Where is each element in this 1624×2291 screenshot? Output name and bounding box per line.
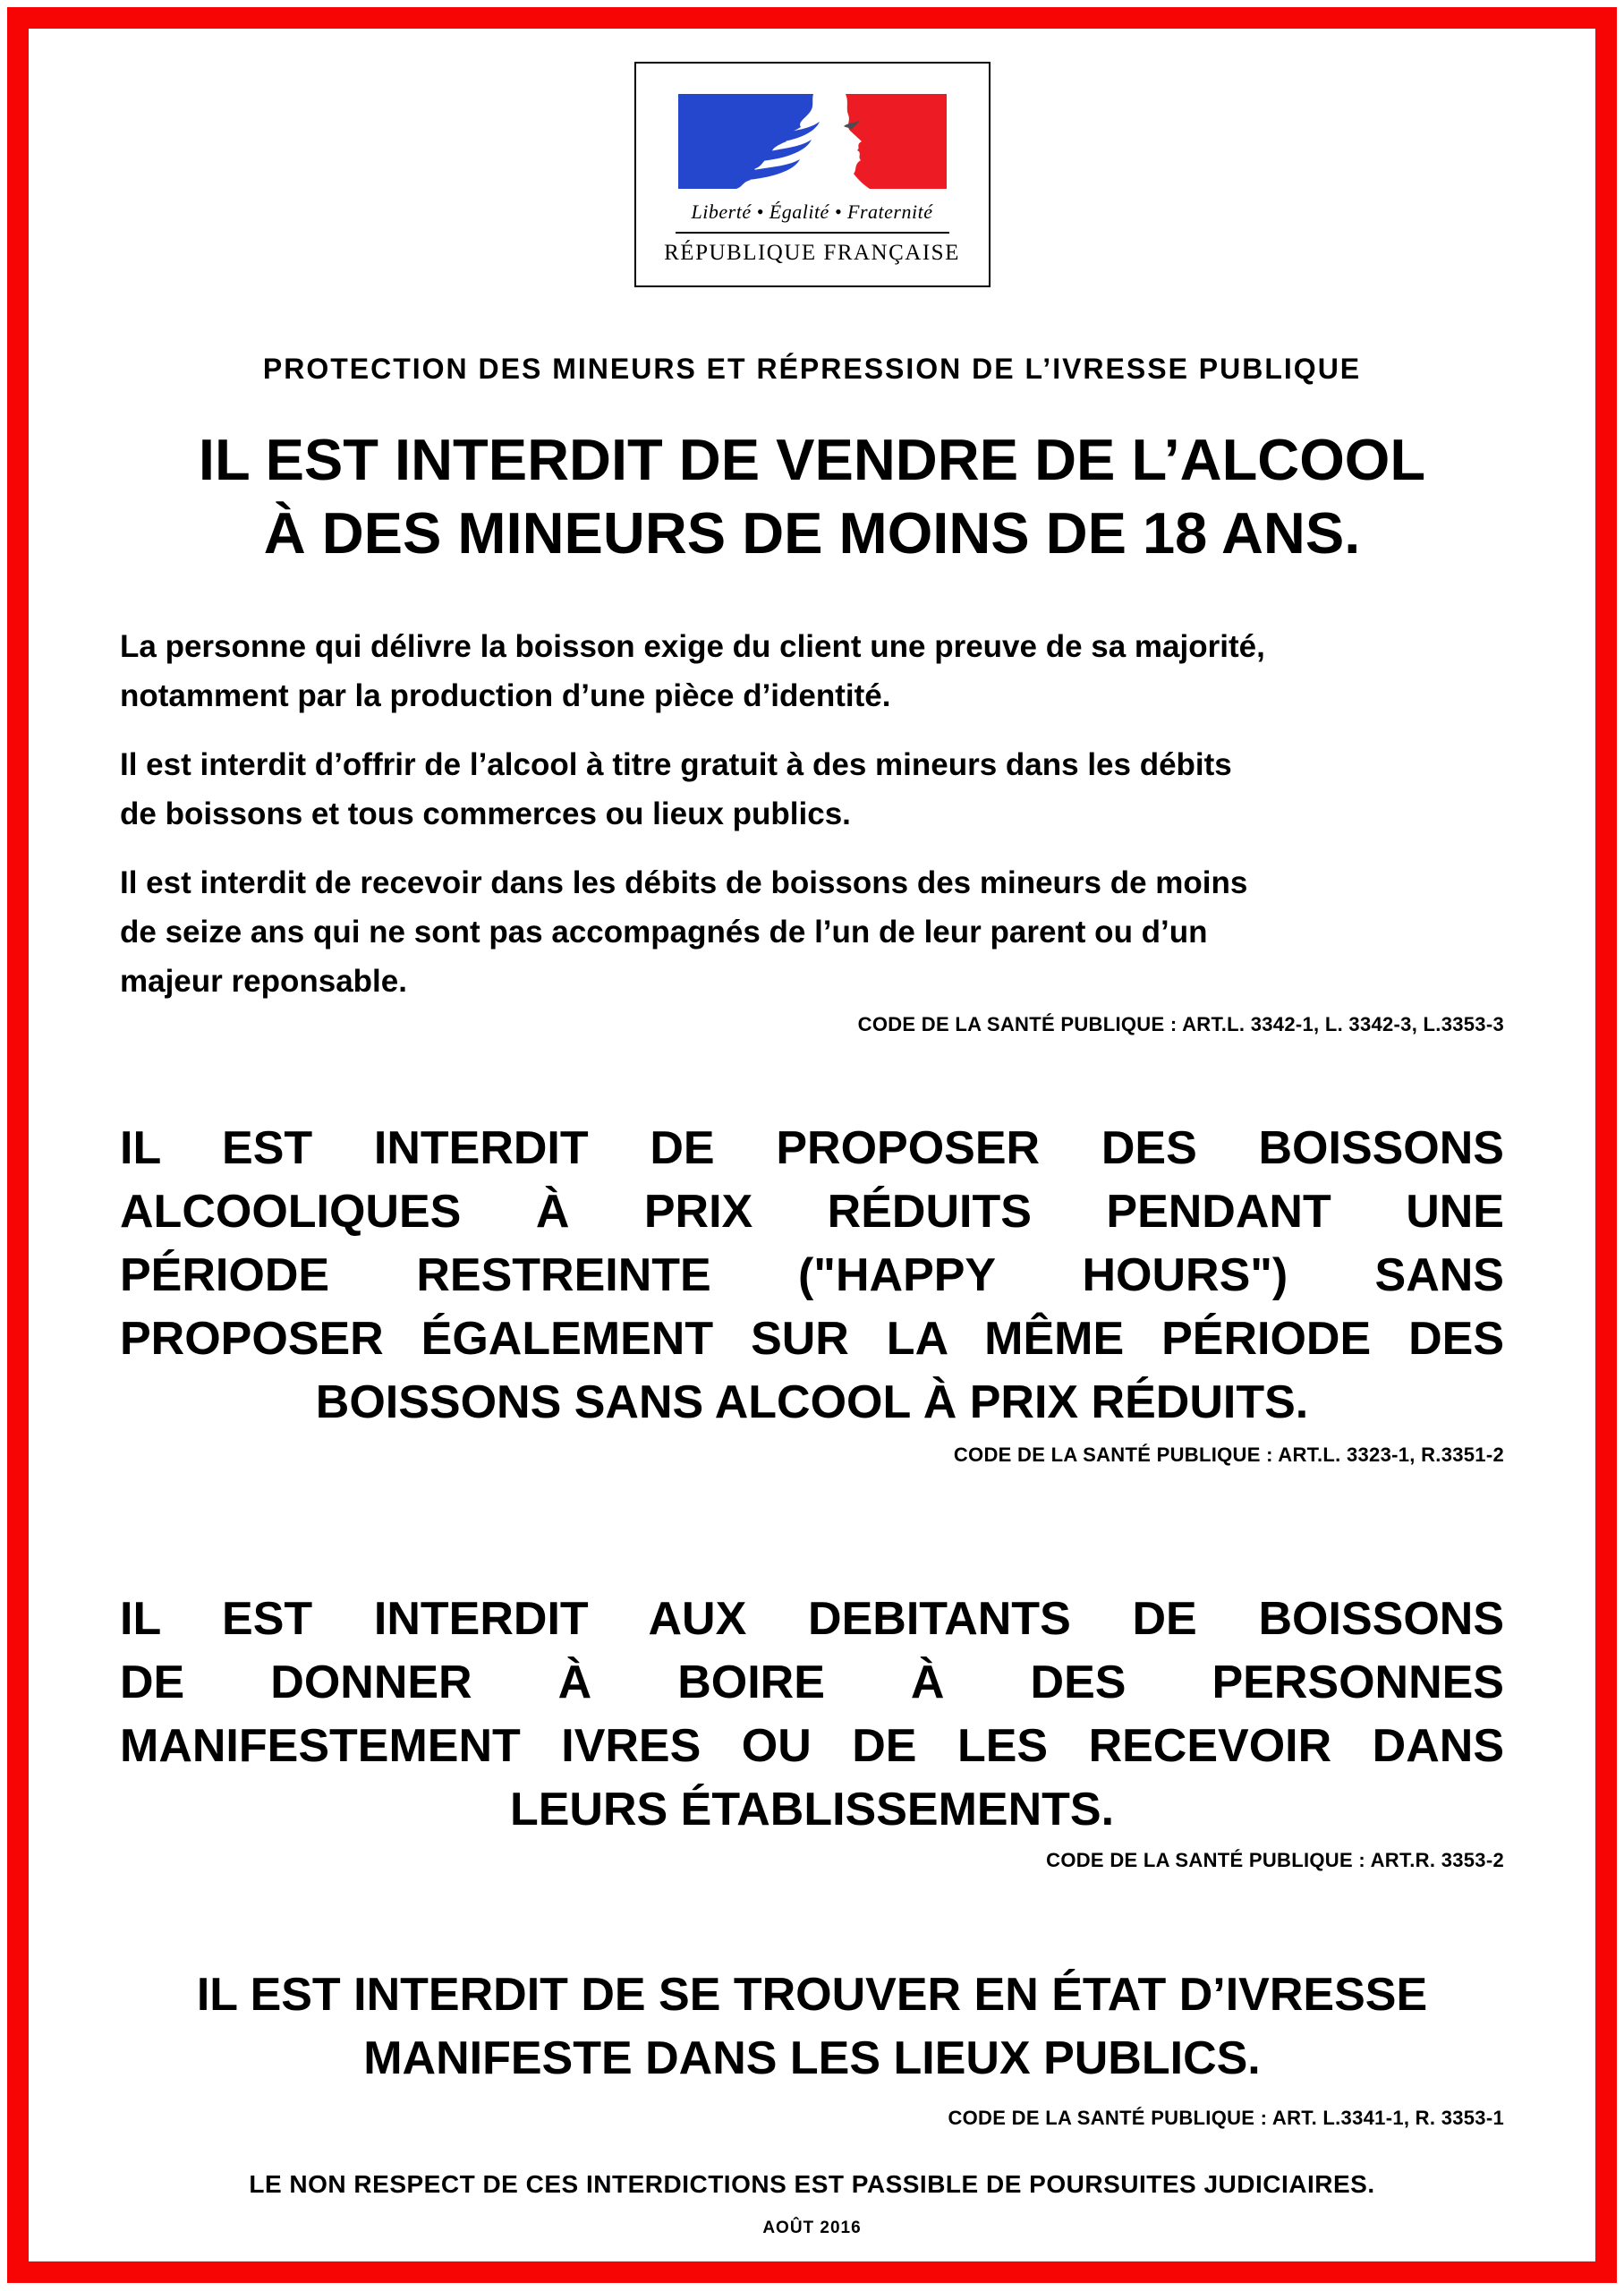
section-line: MANIFESTEMENT IVRES OU DE LES RECEVOIR DANS: [120, 1720, 1504, 1772]
marianne-flag-icon: [677, 94, 948, 189]
republique-francaise-logo: [634, 62, 991, 287]
legal-code-reference: CODE DE LA SANTÉ PUBLIQUE : ART. L.3341-1, R. 3353-1: [948, 2107, 1504, 2129]
section-line: BOISSONS SANS ALCOOL À PRIX RÉDUITS.: [315, 1376, 1309, 1428]
paragraph-line: Il est interdit d’offrir de l’alcool à titre gratuit à des mineurs dans les débits: [120, 747, 1232, 782]
legal-code-reference: CODE DE LA SANTÉ PUBLIQUE : ART.L. 3323-1, R.3351-2: [953, 1444, 1504, 1466]
section-drunk-patrons: [120, 1588, 1504, 1842]
footer-warning: LE NON RESPECT DE CES INTERDICTIONS EST PASSIBLE DE POURSUITES JUDICIAIRES.: [249, 2170, 1375, 2198]
paragraph-line: Il est interdit de recevoir dans les débits de boissons des mineurs de moins: [120, 865, 1248, 900]
paragraph: [120, 740, 1504, 839]
section-line: DE DONNER À BOIRE À DES PERSONNES: [120, 1657, 1504, 1708]
footer-date: AOÛT 2016: [762, 2219, 862, 2237]
flag-red-field: [846, 94, 947, 189]
section-line: PÉRIODE RESTREINTE ("HAPPY HOURS") SANS: [120, 1249, 1504, 1301]
section-public-drunkenness: [120, 1963, 1504, 2091]
headline-line: IL EST INTERDIT DE VENDRE DE L’ALCOOL: [198, 427, 1426, 492]
section-line: MANIFESTE DANS LES LIEUX PUBLICS.: [363, 2032, 1261, 2084]
paragraph-line: majeur reponsable.: [120, 964, 407, 999]
paragraph-line: de boissons et tous commerces ou lieux publics.: [120, 796, 851, 831]
section-line: IL EST INTERDIT DE SE TROUVER EN ÉTAT D’IVRESSE: [196, 1969, 1428, 2021]
legal-code-reference: CODE DE LA SANTÉ PUBLIQUE : ART.L. 3342-1, L. 3342-3, L.3353-3: [857, 1013, 1504, 1035]
intro-paragraphs: [120, 622, 1504, 1006]
paragraph-line: de seize ans qui ne sont pas accompagnés de l’un de leur parent ou d’un: [120, 915, 1208, 950]
section-line: ALCOOLIQUES À PRIX RÉDUITS PENDANT UNE: [120, 1186, 1504, 1238]
logo-motto: Liberté • Égalité • Fraternité: [691, 200, 933, 223]
poster-subtitle: PROTECTION DES MINEURS ET RÉPRESSION DE L’IVRESSE PUBLIQUE: [262, 353, 1362, 385]
paragraph: [120, 858, 1504, 1006]
headline-line: À DES MINEURS DE MOINS DE 18 ANS.: [263, 500, 1361, 566]
section-happy-hours: [120, 1117, 1504, 1435]
legal-code-reference: CODE DE LA SANTÉ PUBLIQUE : ART.R. 3353-2: [1046, 1849, 1504, 1871]
paragraph: [120, 622, 1504, 720]
section-line: IL EST INTERDIT DE PROPOSER DES BOISSONS: [120, 1122, 1504, 1174]
paragraph-line: notamment par la production d’une pièce d’identité.: [120, 678, 891, 713]
section-line: PROPOSER ÉGALEMENT SUR LA MÊME PÉRIODE DES: [120, 1313, 1504, 1365]
section-line: IL EST INTERDIT AUX DEBITANTS DE BOISSONS: [120, 1593, 1504, 1645]
main-headline: [120, 423, 1504, 570]
logo-country-name: RÉPUBLIQUE FRANÇAISE: [664, 241, 960, 265]
logo-divider: [676, 232, 949, 234]
section-line: LEURS ÉTABLISSEMENTS.: [509, 1784, 1115, 1835]
paragraph-line: La personne qui délivre la boisson exige du client une preuve de sa majorité,: [120, 629, 1265, 664]
